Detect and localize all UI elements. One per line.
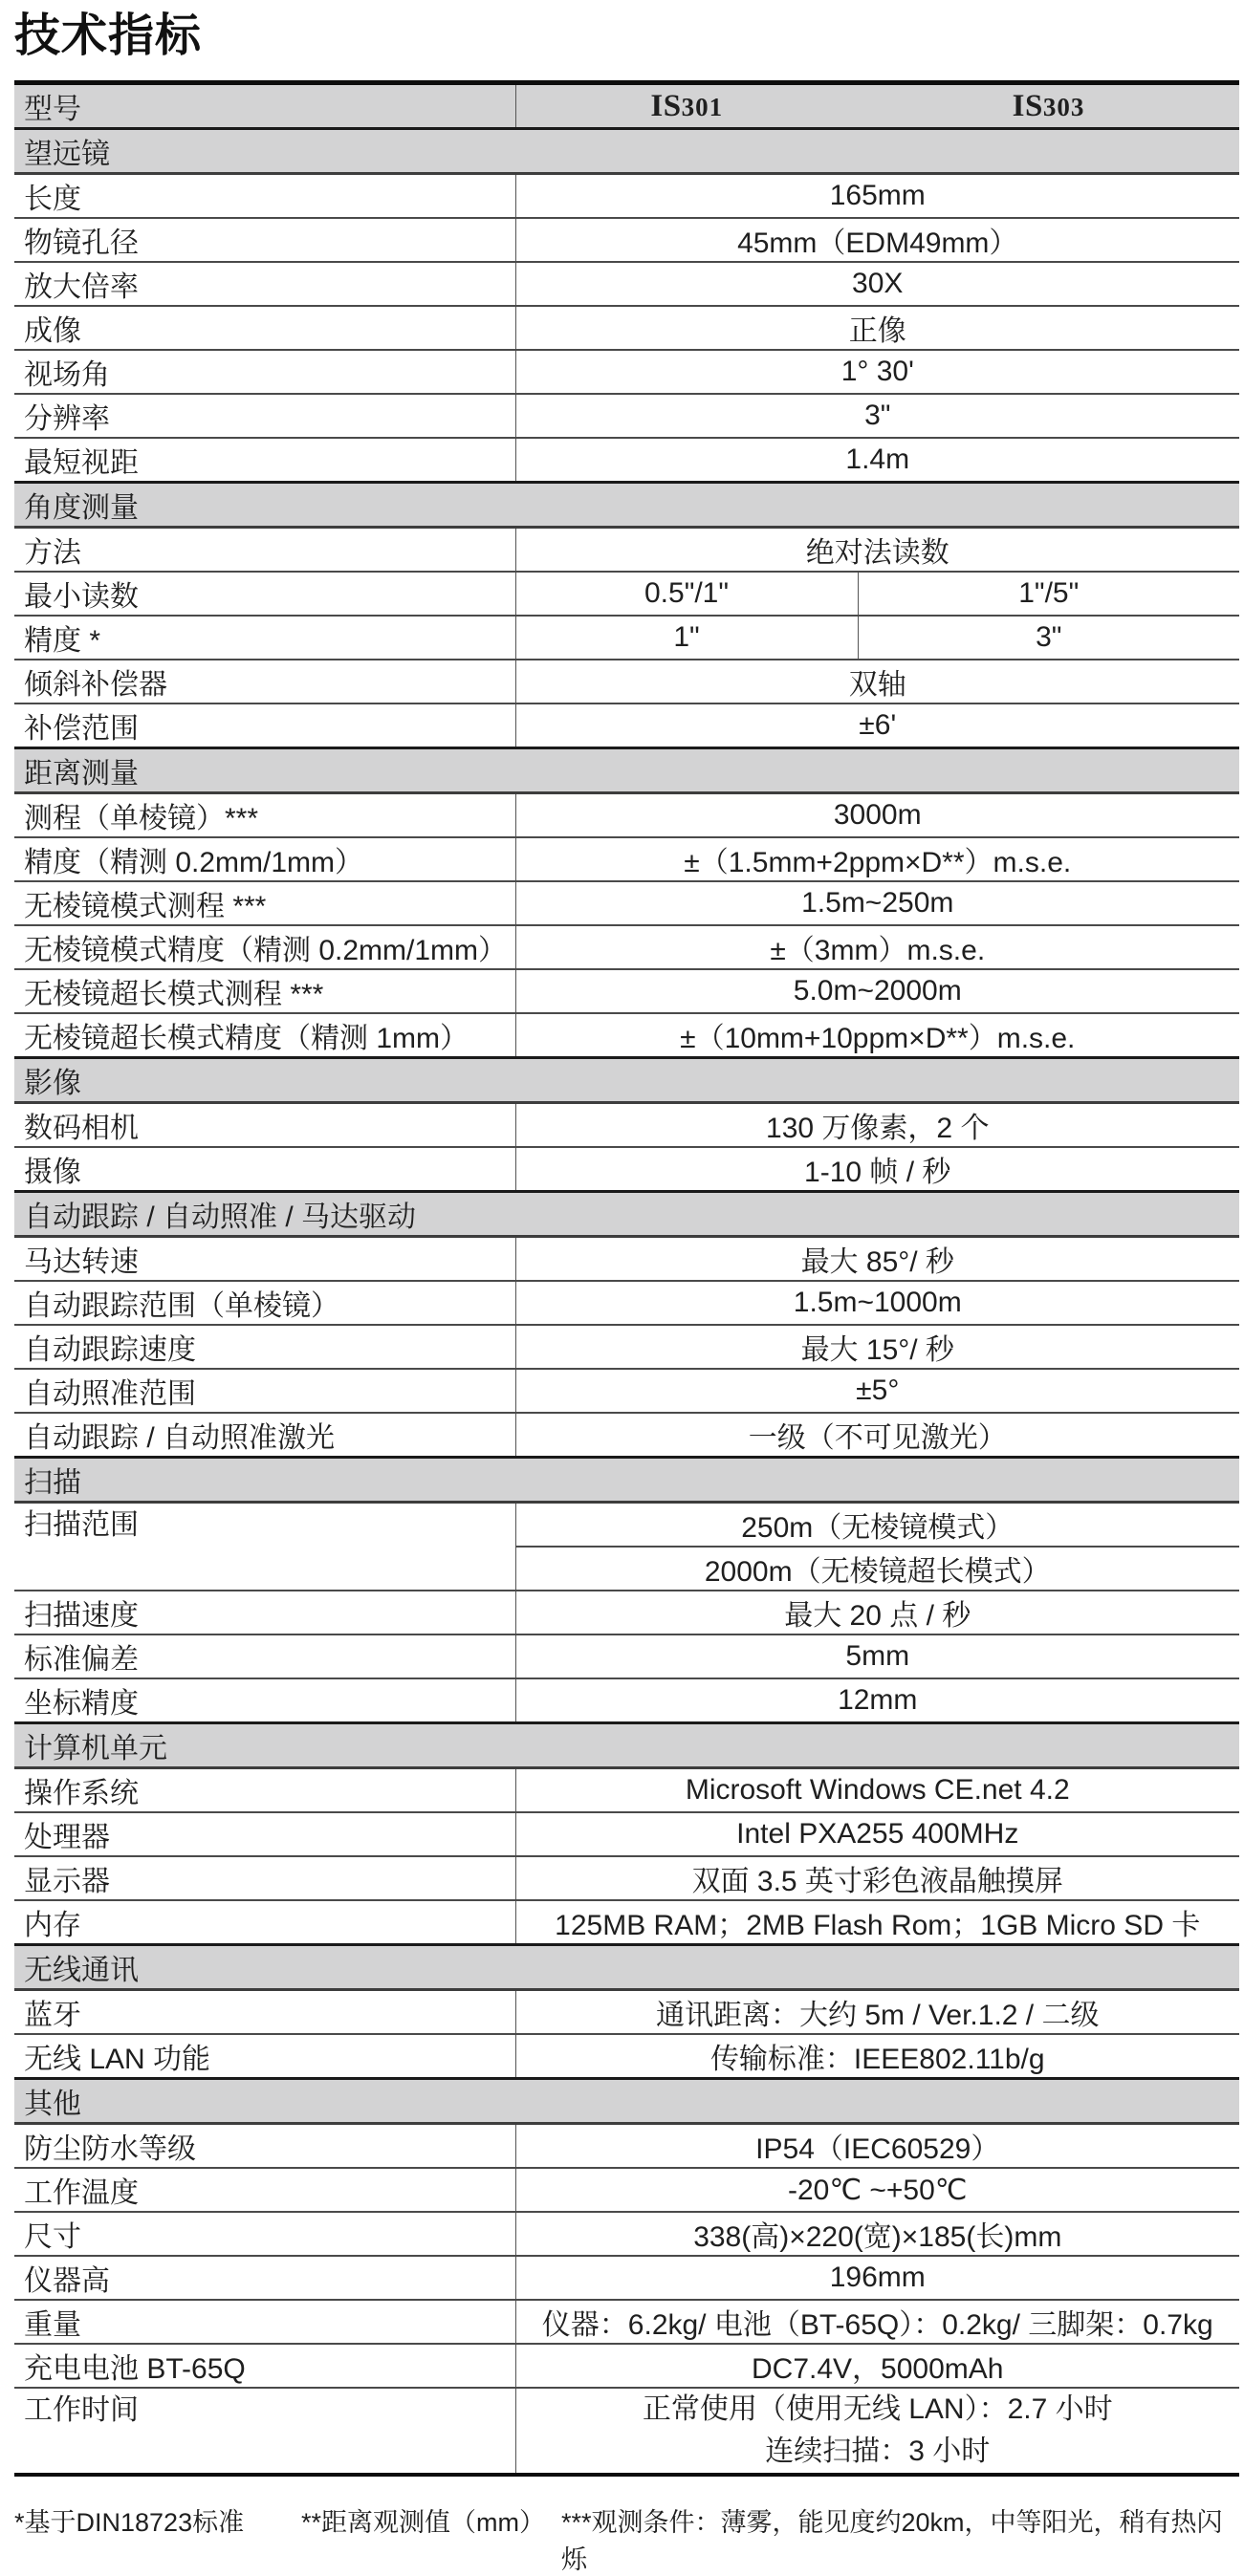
spec-value: 1° 30' [515, 350, 1239, 394]
spec-label: 物镜孔径 [14, 218, 515, 262]
spec-label: 方法 [14, 528, 515, 573]
spec-label: 显示器 [14, 1856, 515, 1900]
spec-value: ±5° [515, 1369, 1239, 1413]
model-name-is301 [515, 83, 858, 129]
spec-row [14, 1013, 1239, 1058]
section-title: 影像 [14, 1058, 1239, 1103]
spec-label: 视场角 [14, 350, 515, 394]
spec-value: 传输标准：IEEE802.11b/g [515, 2034, 1239, 2079]
spec-row [14, 793, 1239, 838]
spec-row [14, 262, 1239, 306]
spec-label: 无线 LAN 功能 [14, 2034, 515, 2079]
spec-value-line: 正常使用（使用无线 LAN）：2.7 小时 [642, 2393, 1113, 2425]
spec-value: 通讯距离：大约 5m / Ver.1.2 / 二级 [515, 1990, 1239, 2035]
spec-row [14, 1678, 1239, 1723]
spec-value: 125MB RAM；2MB Flash Rom；1GB Micro SD 卡 [515, 1900, 1239, 1945]
spec-label: 无棱镜模式精度（精测 0.2mm/1mm） [14, 925, 515, 969]
spec-row [14, 616, 1239, 660]
model-number: 303 [1042, 92, 1085, 121]
spec-value: 正像 [515, 306, 1239, 350]
spec-row [14, 1812, 1239, 1856]
spec-value: 12mm [515, 1678, 1239, 1723]
spec-table-body [14, 129, 1239, 2476]
model-name-is303 [858, 83, 1239, 129]
spec-label: 测程（单棱镜）*** [14, 793, 515, 838]
spec-row [14, 1990, 1239, 2035]
spec-row [14, 969, 1239, 1013]
spec-value: 双面 3.5 英寸彩色液晶触摸屏 [515, 1856, 1239, 1900]
spec-row [14, 1369, 1239, 1413]
model-prefix: IS [1012, 88, 1043, 123]
spec-label: 扫描范围 [14, 1503, 515, 1591]
spec-row [14, 438, 1239, 483]
spec-row [14, 350, 1239, 394]
spec-label: 成像 [14, 306, 515, 350]
spec-value: 最大 15°/ 秒 [515, 1325, 1239, 1369]
spec-table [14, 80, 1239, 2477]
spec-row [14, 1503, 1239, 1548]
spec-label: 摄像 [14, 1147, 515, 1192]
spec-row [14, 881, 1239, 925]
spec-label: 充电电池 BT-65Q [14, 2344, 515, 2388]
spec-row [14, 660, 1239, 704]
spec-label: 尺寸 [14, 2212, 515, 2256]
spec-label: 最小读数 [14, 572, 515, 616]
spec-value: DC7.4V，5000mAh [515, 2344, 1239, 2388]
spec-value: 45mm（EDM49mm） [515, 218, 1239, 262]
spec-row [14, 2212, 1239, 2256]
spec-row [14, 1413, 1239, 1458]
spec-label: 无棱镜模式测程 *** [14, 881, 515, 925]
section-header-row [14, 748, 1239, 793]
spec-row [14, 2168, 1239, 2212]
spec-label: 精度 * [14, 616, 515, 660]
spec-row [14, 2344, 1239, 2388]
spec-row [14, 2124, 1239, 2169]
spec-label: 自动跟踪速度 [14, 1325, 515, 1369]
footnote-distance-observation: **距离观测值（mm） [301, 2508, 545, 2537]
section-title: 无线通讯 [14, 1945, 1239, 1990]
spec-row [14, 2300, 1239, 2344]
spec-value: 3000m [515, 793, 1239, 838]
spec-value: -20℃ ~+50℃ [515, 2168, 1239, 2212]
spec-value: ±（10mm+10ppm×D**）m.s.e. [515, 1013, 1239, 1058]
spec-value: 最大 85°/ 秒 [515, 1237, 1239, 1282]
model-header-row [14, 83, 1239, 129]
page-title: 技术指标 [14, 11, 203, 61]
section-header-row [14, 2079, 1239, 2124]
footnote-observation-conditions: ***观测条件：薄雾，能见度约20km，中等阳光，稍有热闪烁 [561, 2508, 1223, 2574]
spec-value-is301: 0.5"/1" [515, 572, 858, 616]
spec-row [14, 1281, 1239, 1325]
spec-value: 5mm [515, 1634, 1239, 1678]
spec-row [14, 2256, 1239, 2300]
section-header-row [14, 1192, 1239, 1237]
spec-row [14, 1856, 1239, 1900]
section-header-row [14, 129, 1239, 174]
spec-row [14, 837, 1239, 881]
spec-row [14, 704, 1239, 748]
spec-value: 1.5m~1000m [515, 1281, 1239, 1325]
spec-value: 3" [515, 394, 1239, 438]
spec-label: 处理器 [14, 1812, 515, 1856]
spec-value: IP54（IEC60529） [515, 2124, 1239, 2169]
spec-value-line: 连续扫描：3 小时 [765, 2435, 991, 2467]
spec-value: 1.4m [515, 438, 1239, 483]
spec-row [14, 306, 1239, 350]
spec-value: ±6' [515, 704, 1239, 748]
spec-value: 一级（不可见激光） [515, 1413, 1239, 1458]
spec-row [14, 1768, 1239, 1813]
spec-value: Microsoft Windows CE.net 4.2 [515, 1768, 1239, 1813]
spec-label: 标准偏差 [14, 1634, 515, 1678]
spec-label: 长度 [14, 174, 515, 219]
spec-label: 工作温度 [14, 2168, 515, 2212]
spec-value: 30X [515, 262, 1239, 306]
spec-value: 5.0m~2000m [515, 969, 1239, 1013]
spec-value: 双轴 [515, 660, 1239, 704]
section-title: 望远镜 [14, 129, 1239, 174]
spec-label: 自动跟踪范围（单棱镜） [14, 1281, 515, 1325]
spec-value: 165mm [515, 174, 1239, 219]
section-header-row [14, 483, 1239, 528]
spec-value: 196mm [515, 2256, 1239, 2300]
section-header-row [14, 1945, 1239, 1990]
spec-row [14, 1147, 1239, 1192]
section-title: 扫描 [14, 1458, 1239, 1503]
footnote-din-standard: *基于DIN18723标准 [14, 2508, 245, 2537]
spec-row [14, 394, 1239, 438]
spec-row [14, 2034, 1239, 2079]
spec-value: ±（1.5mm+2ppm×D**）m.s.e. [515, 837, 1239, 881]
spec-label: 自动跟踪 / 自动照准激光 [14, 1413, 515, 1458]
spec-label: 防尘防水等级 [14, 2124, 515, 2169]
spec-row [14, 218, 1239, 262]
spec-label: 操作系统 [14, 1768, 515, 1813]
spec-label: 精度（精测 0.2mm/1mm） [14, 837, 515, 881]
spec-label: 仪器高 [14, 2256, 515, 2300]
spec-value-is303: 1"/5" [858, 572, 1239, 616]
spec-label: 重量 [14, 2300, 515, 2344]
spec-value: 1-10 帧 / 秒 [515, 1147, 1239, 1192]
spec-label: 分辨率 [14, 394, 515, 438]
spec-label: 最短视距 [14, 438, 515, 483]
spec-value: 绝对法读数 [515, 528, 1239, 573]
spec-value: 最大 20 点 / 秒 [515, 1591, 1239, 1634]
spec-row [14, 1634, 1239, 1678]
spec-value-is303: 3" [858, 616, 1239, 660]
spec-value: 338(高)×220(宽)×185(长)mm [515, 2212, 1239, 2256]
model-number: 301 [681, 92, 724, 121]
model-header-label: 型号 [14, 83, 515, 129]
spec-label: 无棱镜超长模式测程 *** [14, 969, 515, 1013]
model-prefix: IS [650, 88, 682, 123]
spec-row [14, 174, 1239, 219]
spec-value: 仪器：6.2kg/ 电池（BT-65Q）：0.2kg/ 三脚架：0.7kg [515, 2300, 1239, 2344]
spec-row [14, 528, 1239, 573]
spec-row [14, 925, 1239, 969]
spec-label: 扫描速度 [14, 1591, 515, 1634]
spec-row [14, 1591, 1239, 1634]
spec-value: Intel PXA255 400MHz [515, 1812, 1239, 1856]
spec-label: 放大倍率 [14, 262, 515, 306]
spec-label: 数码相机 [14, 1103, 515, 1148]
spec-value: 1.5m~250m [515, 881, 1239, 925]
spec-row [14, 1103, 1239, 1148]
spec-value: 130 万像素，2 个 [515, 1103, 1239, 1148]
section-title: 角度测量 [14, 483, 1239, 528]
spec-label: 内存 [14, 1900, 515, 1945]
spec-value: 2000m（无棱镜超长模式） [515, 1547, 1239, 1591]
spec-value: ±（3mm）m.s.e. [515, 925, 1239, 969]
section-header-row [14, 1458, 1239, 1503]
spec-label: 马达转速 [14, 1237, 515, 1282]
section-header-row [14, 1058, 1239, 1103]
spec-label: 自动照准范围 [14, 1369, 515, 1413]
spec-label: 无棱镜超长模式精度（精测 1mm） [14, 1013, 515, 1058]
spec-label: 补偿范围 [14, 704, 515, 748]
spec-value-is301: 1" [515, 616, 858, 660]
section-title: 距离测量 [14, 748, 1239, 793]
section-title: 计算机单元 [14, 1723, 1239, 1768]
spec-row [14, 1237, 1239, 1282]
spec-row [14, 1325, 1239, 1369]
spec-row [14, 572, 1239, 616]
footnotes [14, 2501, 1239, 2576]
section-title: 自动跟踪 / 自动照准 / 马达驱动 [14, 1192, 1239, 1237]
section-title: 其他 [14, 2079, 1239, 2124]
spec-label: 坐标精度 [14, 1678, 515, 1723]
spec-label: 工作时间 [14, 2388, 515, 2475]
spec-label: 蓝牙 [14, 1990, 515, 2035]
spec-row [14, 1900, 1239, 1945]
spec-label: 倾斜补偿器 [14, 660, 515, 704]
section-header-row [14, 1723, 1239, 1768]
spec-value: 250m（无棱镜模式） [515, 1503, 1239, 1548]
